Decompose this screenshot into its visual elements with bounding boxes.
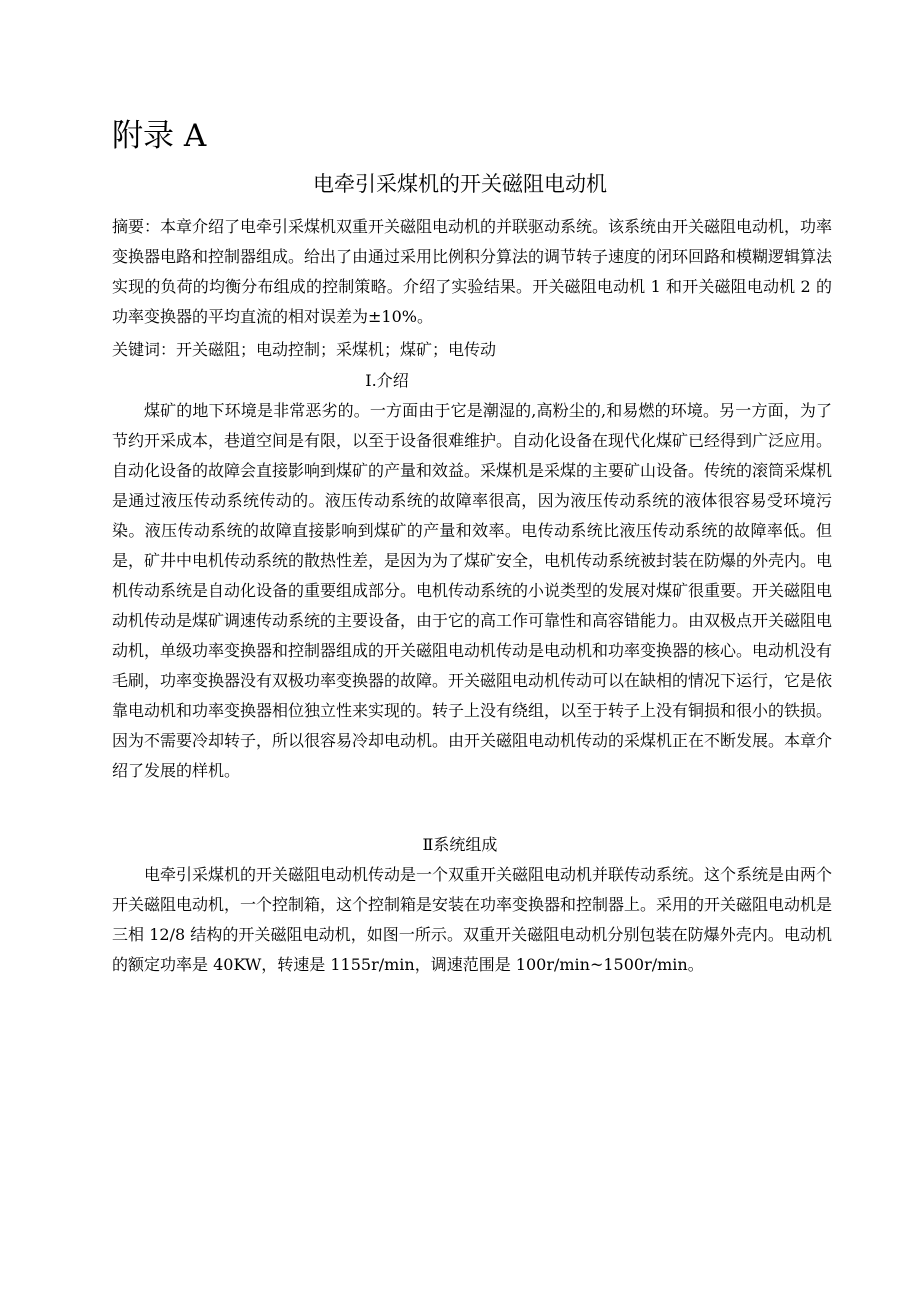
document-title: 电牵引采煤机的开关磁阻电动机 [313, 172, 607, 196]
introduction-paragraph: 煤矿的地下环境是非常恶劣的。一方面由于它是潮湿的,高粉尘的,和易燃的环境。另一方面，为了节约开采成本，巷道空间是有限，以至于设备很难维护。自动化设备在现代化煤矿已经得到广泛应用。自动化设备的故障会直接影响到煤矿的产量和效益。采煤机是采煤的主要矿山设备。传统的滚筒采煤机是通过液压传动系统传动的。液压传动系统的故障率很高，因为液压传动系统的液体很容易受环境污染。液压传动系统的故障直接影响到煤矿的产量和效率。电传动系统比液压传动系统的故障率低。但是，矿井中电机传动系统的散热性差，是因为为了煤矿安全，电机传动系统被封装在防爆的外壳内。电机传动系统是自动化设备的重要组成部分。电机传动系统的小说类型的发展对煤矿很重要。开关磁阻电动机传动是煤矿调速传动系统的主要设备，由于它的高工作可靠性和高容错能力。由双极点开关磁阻电动机，单级功率变换器和控制器组成的开关磁阻电动机传动是电动机和功率变换器的核心。电动机没有毛刷，功率变换器没有双极功率变换器的故障。开关磁阻电动机传动可以在缺相的情况下运行，它是依靠电动机和功率变换器相位独立性来实现的。转子上没有绕组，以至于转子上没有铜损和很小的铁损。因为不需要冷却转子，所以很容易冷却电动机。由开关磁阻电动机传动的采煤机正在不断发展。本章介绍了发展的样机。 [112, 401, 833, 780]
appendix-title: 附录 A [112, 118, 207, 154]
keywords-line: 关键词：开关磁阻；电动控制；采煤机；煤矿；电传动 [112, 340, 497, 359]
section-heading-system-composition: Ⅱ系统组成 [422, 835, 498, 854]
section-heading-introduction: Ⅰ.介绍 [365, 371, 409, 390]
system-composition-paragraph: 电牵引采煤机的开关磁阻电动机传动是一个双重开关磁阻电动机并联传动系统。这个系统是由两个开关磁阻电动机，一个控制箱，这个控制箱是安装在功率变换器和控制器上。采用的开关磁阻电动机是三相 12/8 结构的开关磁阻电动机，如图一所示。双重开关磁阻电动机分别包装在防爆外壳内。电动机的额定功率是 40KW，转速是 1155r/min，调速范围是 100r/min~1500r/min。 [112, 865, 833, 974]
abstract-paragraph: 摘要：本章介绍了电牵引采煤机双重开关磁阻电动机的并联驱动系统。该系统由开关磁阻电动机，功率变换器电路和控制器组成。给出了由通过采用比例积分算法的调节转子速度的闭环回路和模糊逻辑算法实现的负荷的均衡分布组成的控制策略。介绍了实验结果。开关磁阻电动机 1 和开关磁阻电动机 2 的功率变换器的平均直流的相对误差为±10%。 [112, 217, 833, 326]
